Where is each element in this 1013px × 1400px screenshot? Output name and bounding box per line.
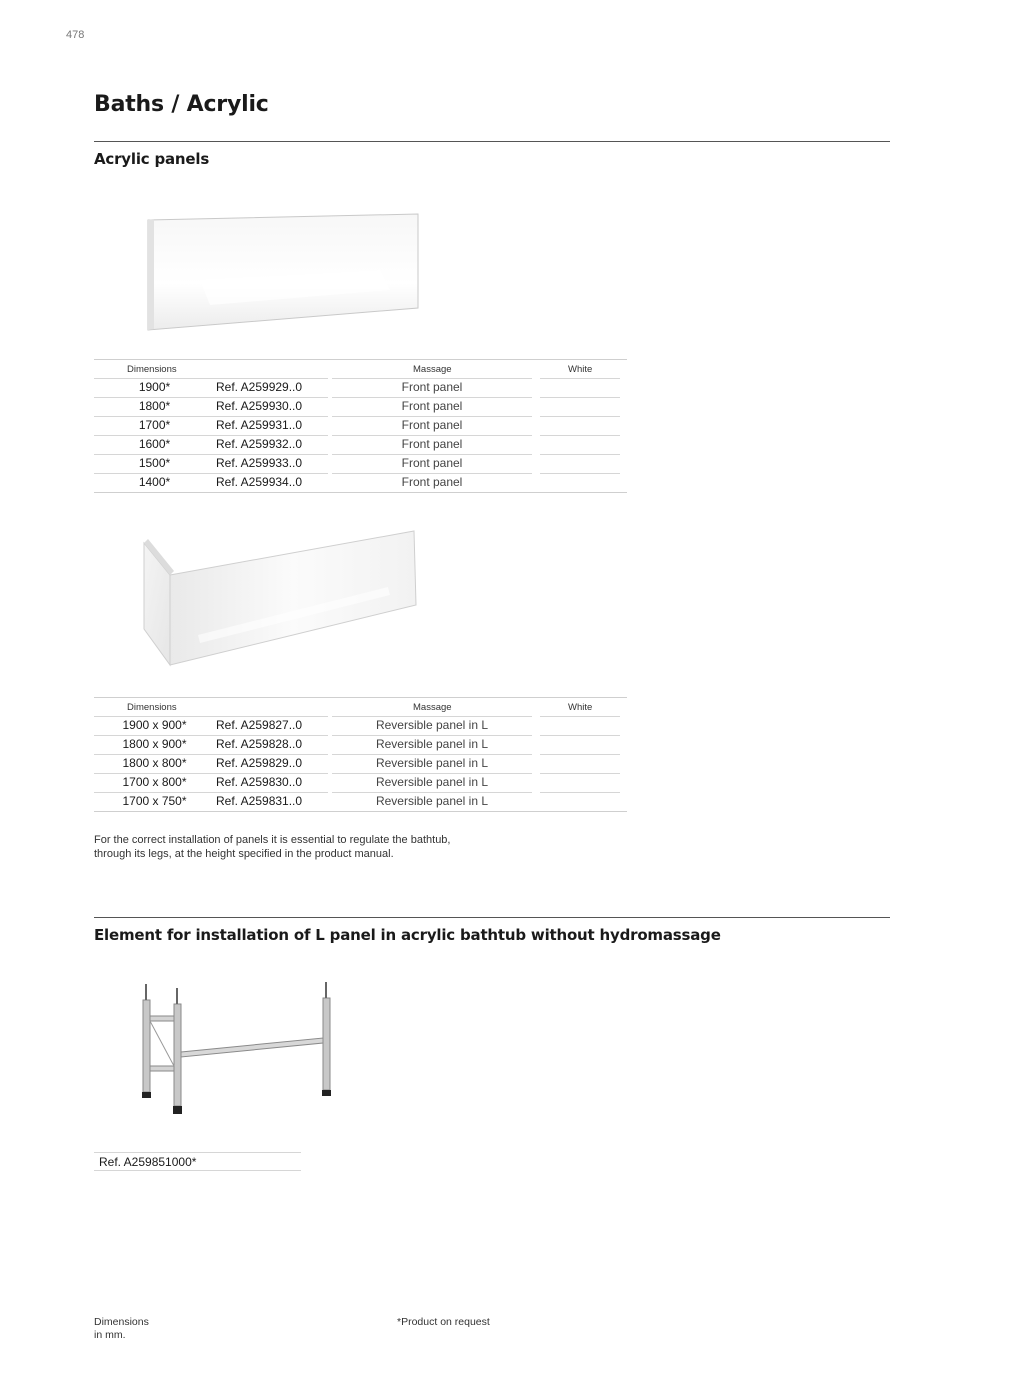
footer-dimensions-line-1: Dimensions bbox=[94, 1316, 149, 1328]
table-header bbox=[94, 697, 627, 716]
massage-cell: Front panel bbox=[401, 437, 463, 451]
reference-cell: Ref. A259830..0 bbox=[216, 775, 303, 789]
note-line-1: For the correct installation of panels it is essential to regulate the bathtub, bbox=[94, 834, 451, 846]
leg-frame-image bbox=[134, 978, 339, 1120]
dimension-cell: 1900 x 900* bbox=[122, 718, 187, 732]
reference-cell: Ref. A259851000* bbox=[99, 1155, 197, 1169]
l-panel-table bbox=[94, 697, 627, 812]
reference-cell: Ref. A259930..0 bbox=[216, 399, 303, 413]
table-row bbox=[94, 416, 627, 435]
table-bottom-rule bbox=[94, 811, 627, 812]
table-row bbox=[94, 773, 627, 792]
table-row bbox=[94, 735, 627, 754]
reference-cell: Ref. A259828..0 bbox=[216, 737, 303, 751]
page-title: Baths / Acrylic bbox=[94, 92, 269, 117]
massage-cell: Reversible panel in L bbox=[375, 794, 489, 808]
header-dimensions: Dimensions bbox=[127, 702, 177, 713]
dimension-cell: 1500* bbox=[138, 456, 171, 470]
dimension-cell: 1700* bbox=[138, 418, 171, 432]
header-dimensions: Dimensions bbox=[127, 364, 177, 375]
table-row bbox=[94, 378, 627, 397]
massage-cell: Reversible panel in L bbox=[375, 718, 489, 732]
dimension-cell: 1400* bbox=[138, 475, 171, 489]
section-heading-installation-element: Element for installation of L panel in acrylic bathtub without hydromassage bbox=[94, 926, 721, 944]
table-row bbox=[94, 454, 627, 473]
table-row bbox=[94, 792, 627, 811]
header-white: White bbox=[568, 364, 593, 375]
massage-cell: Front panel bbox=[401, 456, 463, 470]
reference-cell: Ref. A259829..0 bbox=[216, 756, 303, 770]
reference-cell: Ref. A259929..0 bbox=[216, 380, 303, 394]
reference-cell: Ref. A259831..0 bbox=[216, 794, 303, 808]
reference-cell: Ref. A259934..0 bbox=[216, 475, 303, 489]
massage-cell: Front panel bbox=[401, 475, 463, 489]
dimension-cell: 1700 x 800* bbox=[122, 775, 187, 789]
header-white: White bbox=[568, 702, 593, 713]
dimension-cell: 1900* bbox=[138, 380, 171, 394]
l-panel-image bbox=[138, 525, 423, 670]
reference-cell: Ref. A259827..0 bbox=[216, 718, 303, 732]
massage-cell: Reversible panel in L bbox=[375, 737, 489, 751]
massage-cell: Reversible panel in L bbox=[375, 775, 489, 789]
footer-product-note: *Product on request bbox=[397, 1316, 490, 1328]
dimension-cell: 1800* bbox=[138, 399, 171, 413]
dimension-cell: 1800 x 900* bbox=[122, 737, 187, 751]
header-massage: Massage bbox=[413, 364, 452, 375]
front-panel-image bbox=[140, 210, 425, 335]
reference-cell: Ref. A259931..0 bbox=[216, 418, 303, 432]
table-row bbox=[94, 397, 627, 416]
section-heading-acrylic-panels: Acrylic panels bbox=[94, 150, 210, 168]
massage-cell: Front panel bbox=[401, 399, 463, 413]
table-row bbox=[94, 716, 627, 735]
dimension-cell: 1800 x 800* bbox=[122, 756, 187, 770]
footer-dimensions-line-2: in mm. bbox=[94, 1329, 126, 1341]
header-massage: Massage bbox=[413, 702, 452, 713]
reference-cell: Ref. A259933..0 bbox=[216, 456, 303, 470]
divider bbox=[94, 917, 890, 918]
table-header bbox=[94, 359, 627, 378]
reference-cell: Ref. A259932..0 bbox=[216, 437, 303, 451]
front-panel-table bbox=[94, 359, 627, 493]
note-line-2: through its legs, at the height specified in the product manual. bbox=[94, 848, 394, 860]
table-row bbox=[94, 435, 627, 454]
massage-cell: Front panel bbox=[401, 380, 463, 394]
footer-dimensions-note bbox=[94, 1316, 149, 1342]
table-row bbox=[94, 754, 627, 773]
table-row bbox=[94, 473, 627, 492]
divider bbox=[94, 141, 890, 142]
massage-cell: Reversible panel in L bbox=[375, 756, 489, 770]
page-number: 478 bbox=[66, 29, 85, 41]
dimension-cell: 1600* bbox=[138, 437, 171, 451]
dimension-cell: 1700 x 750* bbox=[122, 794, 187, 808]
massage-cell: Front panel bbox=[401, 418, 463, 432]
installation-note bbox=[94, 833, 514, 861]
table-bottom-rule bbox=[94, 492, 627, 493]
